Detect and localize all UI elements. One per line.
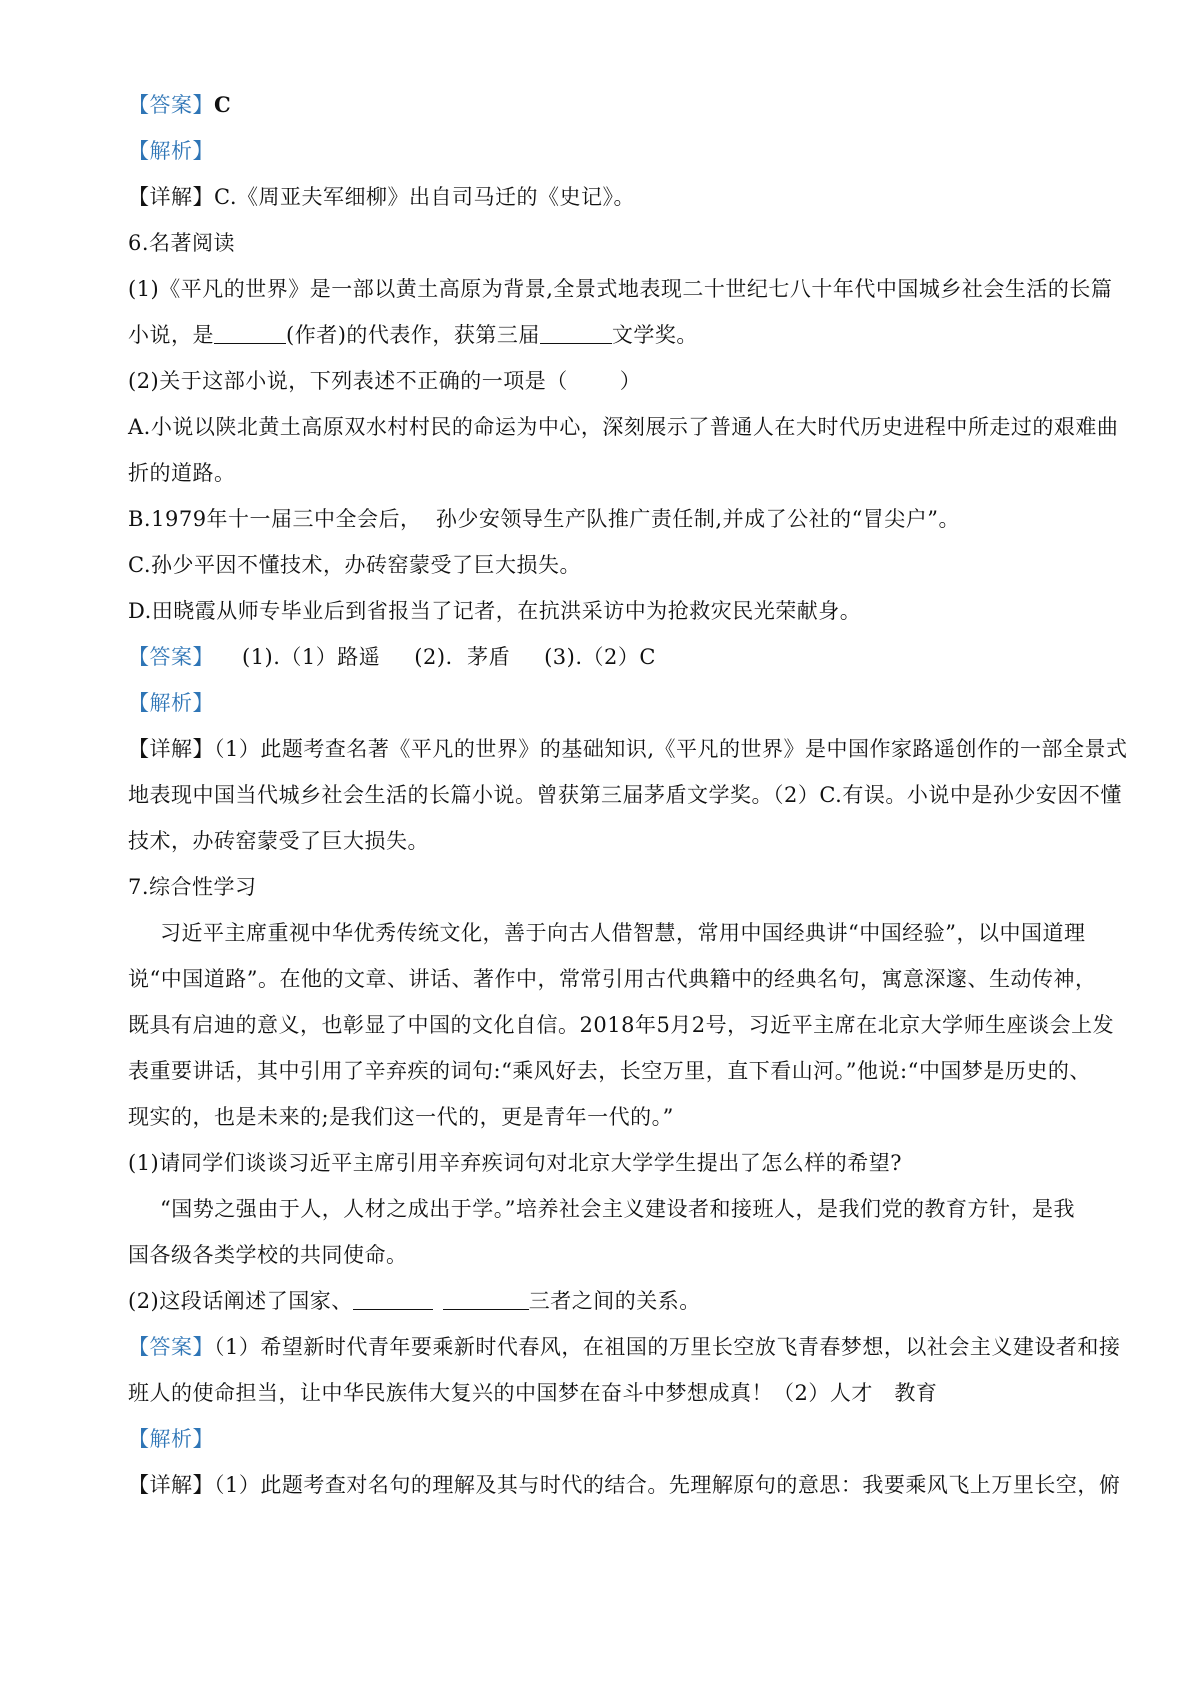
analysis-tag: 【解析】 [128, 691, 214, 715]
answer-part-2: (2). 茅盾 [414, 645, 511, 669]
detail-tag: 【详解】 [128, 185, 214, 209]
q7-question2-text-b: 三者之间的关系。 [528, 1289, 701, 1313]
answer-tag: 【答案】 [128, 645, 214, 669]
q7-para1-line3: 既具有启迪的意义，也彰显了中国的文化自信。2018年5月2号，习近平主席在北京大学师生座谈会上发 [128, 1013, 1115, 1037]
q6-option-b: B.1979年十一届三中全会后， 孙少安领导生产队推广责任制,并成了公社的“冒尖户”。 [128, 507, 961, 531]
q7-analysis-line [128, 1424, 1088, 1454]
q6-detail-line2: 地表现中国当代城乡社会生活的长篇小说。曾获第三届茅盾文学奖。（2）C.有误。小说中是孙少安因不懂 [128, 783, 1122, 807]
q6-option-d: D.田晓霞从师专毕业后到省报当了记者，在抗洪采访中为抢救灾民光荣献身。 [128, 599, 862, 623]
analysis-tag: 【解析】 [128, 1427, 214, 1451]
q7-para1-line5: 现实的，也是未来的;是我们这一代的，更是青年一代的。” [128, 1105, 674, 1129]
q7-para2-line1: “国势之强由于人，人材之成出于学。”培养社会主义建设者和接班人，是我们党的教育方针，是我 [160, 1197, 1075, 1221]
q6-part1-line1: (1)《平凡的世界》是一部以黄土高原为背景,全景式地表现二十世纪七八十年代中国城乡社会生活的长篇 [128, 277, 1113, 301]
q6-part2-end: ） [619, 369, 642, 393]
fill-blank-1[interactable] [353, 1287, 433, 1310]
q6-part1-line2 [128, 320, 1088, 350]
q7-question1: (1)请同学们谈谈习近平主席引用辛弃疾词句对北京大学学生提出了怎么样的希望? [128, 1151, 903, 1175]
q6-analysis-line [128, 688, 1088, 718]
q6-option-a-line1: A.小说以陕北黄土高原双水村村民的命运为中心，深刻展示了普通人在大时代历史进程中所走过的艰难曲 [128, 415, 1119, 439]
q7-title: 7.综合性学习 [128, 875, 257, 899]
q7-para2-line2: 国各级各类学校的共同使命。 [128, 1243, 408, 1267]
detail-tag: 【详解】 [128, 1473, 214, 1497]
q5-answer-line [128, 90, 1088, 120]
fill-blank-2[interactable] [443, 1287, 529, 1310]
fill-blank-author[interactable] [214, 321, 286, 344]
q6-detail-line3: 技术，办砖窑蒙受了巨大损失。 [128, 829, 429, 853]
q6-part1-text-a: 小说，是 [128, 323, 214, 347]
q6-option-c: C.孙少平因不懂技术，办砖窑蒙受了巨大损失。 [128, 553, 581, 577]
q5-detail-line [128, 182, 1088, 212]
q6-part2 [128, 366, 1088, 396]
q6-part1-text-c: 文学奖。 [611, 323, 698, 347]
detail-text: C.《周亚夫军细柳》出自司马迁的《史记》。 [214, 185, 635, 209]
answer-tag: 【答案】 [128, 1335, 214, 1359]
q7-para1-line4: 表重要讲话，其中引用了辛弃疾的词句:“乘风好去，长空万里，直下看山河。”他说:“中国梦是历史的、 [128, 1059, 1091, 1083]
answer-value: C [214, 92, 232, 117]
q7-answer-line1 [128, 1332, 1121, 1362]
answer-text: （1）希望新时代青年要乘新时代春风，在祖国的万里长空放飞青春梦想，以社会主义建设者和接 [214, 1335, 1121, 1359]
answer-part-1: (1).（1）路遥 [242, 645, 381, 669]
detail-tag: 【详解】 [128, 737, 214, 761]
q7-question2-text-a: (2)这段话阐述了国家、 [128, 1289, 353, 1313]
q7-answer-line2: 班人的使命担当，让中华民族伟大复兴的中国梦在奋斗中梦想成真！（2）人才 教育 [128, 1381, 938, 1405]
q7-para1-line1: 习近平主席重视中华优秀传统文化，善于向古人借智慧，常用中国经典讲“中国经验”，以中国道理 [160, 921, 1086, 945]
q5-analysis-line [128, 136, 1088, 166]
q7-question2 [128, 1286, 1088, 1316]
q6-part2-text: (2)关于这部小说，下列表述不正确的一项是（ [128, 369, 568, 393]
fill-blank-award[interactable] [540, 321, 612, 344]
q7-detail-line1 [128, 1470, 1121, 1500]
answer-part-3: (3).（2）C [544, 645, 656, 669]
q6-detail-line1 [128, 734, 1128, 764]
answer-tag: 【答案】 [128, 93, 214, 117]
q6-title: 6.名著阅读 [128, 231, 236, 255]
q6-part1-text-b: (作者)的代表作，获第三届 [286, 323, 540, 347]
analysis-tag: 【解析】 [128, 139, 214, 163]
detail-text: （1）此题考查名著《平凡的世界》的基础知识,《平凡的世界》是中国作家路遥创作的一部全景式 [214, 737, 1128, 761]
q6-answer-line [128, 642, 1088, 672]
detail-text: （1）此题考查对名句的理解及其与时代的结合。先理解原句的意思：我要乘风飞上万里长空，俯 [214, 1473, 1121, 1497]
q6-option-a-line2: 折的道路。 [128, 461, 236, 485]
q7-para1-line2: 说“中国道路”。在他的文章、讲话、著作中，常常引用古代典籍中的经典名句，寓意深邃、生动传神， [128, 967, 1097, 991]
